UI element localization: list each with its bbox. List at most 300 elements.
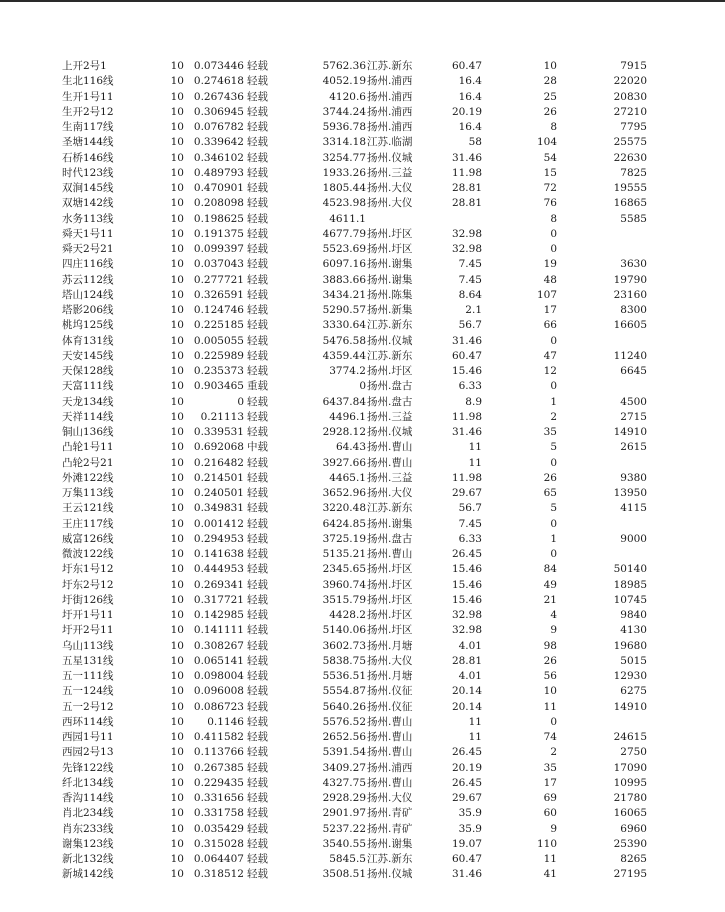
load-rate-cell: 0 <box>237 395 244 408</box>
capacity-cell: 6097.16 <box>322 258 366 271</box>
region-cell: 江苏.新东 <box>367 319 413 332</box>
distance-cell: 2.1 <box>465 304 482 316</box>
load-rate-cell: 0.124746 <box>193 304 244 316</box>
load-rate-cell: 0.326591 <box>193 288 244 301</box>
amount-cell: 3630 <box>620 258 647 271</box>
count-cell: 19 <box>543 258 557 271</box>
load-status-cell: 轻载 <box>247 410 268 423</box>
distance-cell: 29.67 <box>451 487 482 499</box>
line-name-cell: 王庄117线 <box>62 517 114 530</box>
amount-cell: 27210 <box>613 105 647 118</box>
amount-cell: 10745 <box>613 593 647 606</box>
voltage-cell: 10 <box>170 365 184 377</box>
amount-cell: 17090 <box>613 761 647 774</box>
capacity-cell: 6437.84 <box>322 395 366 408</box>
region-cell: 扬州.三益 <box>367 471 413 484</box>
voltage-cell: 10 <box>170 75 184 88</box>
line-name-cell: 威富126线 <box>62 532 114 545</box>
region-cell: 扬州.曹山 <box>367 746 413 759</box>
voltage-cell: 10 <box>170 822 184 835</box>
count-cell: 35 <box>543 426 557 438</box>
load-rate-cell: 0.444953 <box>193 563 244 576</box>
region-cell: 扬州.新集 <box>367 304 413 316</box>
region-cell: 扬州.圩区 <box>367 227 413 240</box>
capacity-cell: 3602.73 <box>322 639 366 652</box>
count-cell: 66 <box>543 319 557 332</box>
region-cell: 扬州.大仪 <box>367 197 413 210</box>
load-rate-cell: 0.198625 <box>193 212 244 225</box>
load-status-cell: 轻载 <box>247 685 268 698</box>
capacity-cell: 5391.54 <box>322 746 366 759</box>
load-status-cell: 轻载 <box>247 731 268 743</box>
load-status-cell: 轻载 <box>247 121 268 133</box>
line-name-cell: 生北116线 <box>62 75 114 88</box>
amount-cell: 19680 <box>613 639 647 652</box>
load-rate-cell: 0.331758 <box>193 807 244 820</box>
load-rate-cell: 0.349831 <box>193 502 244 515</box>
distance-cell: 26.45 <box>451 776 482 789</box>
voltage-cell: 10 <box>170 410 184 423</box>
region-cell: 扬州.谢集 <box>367 837 413 850</box>
load-rate-cell: 0.331656 <box>193 792 244 804</box>
amount-cell: 20830 <box>613 90 647 103</box>
region-cell: 扬州.浦西 <box>367 121 413 133</box>
count-cell: 74 <box>543 731 557 743</box>
voltage-cell: 10 <box>170 166 184 179</box>
voltage-cell: 10 <box>170 731 184 743</box>
count-cell: 2 <box>550 410 557 423</box>
load-rate-cell: 0.240501 <box>193 487 244 499</box>
capacity-cell: 3409.27 <box>322 761 366 774</box>
load-status-cell: 轻载 <box>247 319 268 332</box>
distance-cell: 16.4 <box>458 90 482 103</box>
capacity-cell: 3774.2 <box>329 365 366 377</box>
voltage-cell: 10 <box>170 853 184 865</box>
amount-cell: 4130 <box>620 624 647 637</box>
line-name-cell: 生开1号11 <box>62 90 114 103</box>
voltage-cell: 10 <box>170 471 184 484</box>
region-cell: 扬州.三益 <box>367 410 413 423</box>
voltage-cell: 10 <box>170 456 184 469</box>
capacity-cell: 5523.69 <box>322 243 366 255</box>
amount-cell: 9000 <box>620 532 647 545</box>
voltage-cell: 10 <box>170 273 184 286</box>
distance-cell: 26.45 <box>451 548 482 560</box>
capacity-cell: 5554.87 <box>322 685 366 698</box>
load-status-cell: 轻载 <box>247 624 268 637</box>
amount-cell: 8265 <box>620 853 647 865</box>
load-status-cell: 轻载 <box>247 304 268 316</box>
count-cell: 56 <box>543 670 557 682</box>
load-rate-cell: 0.229435 <box>193 776 244 789</box>
load-rate-cell: 0.346102 <box>193 151 244 164</box>
voltage-cell: 10 <box>170 685 184 698</box>
region-cell: 扬州.曹山 <box>367 441 413 454</box>
load-rate-cell: 0.098004 <box>193 670 244 682</box>
amount-cell: 21780 <box>613 792 647 804</box>
line-name-cell: 上开2号1 <box>62 60 107 72</box>
capacity-cell: 0 <box>359 380 366 393</box>
count-cell: 84 <box>543 563 557 576</box>
load-rate-cell: 0.267436 <box>193 90 244 103</box>
line-name-cell: 外滩122线 <box>62 471 114 484</box>
count-cell: 11 <box>543 853 557 865</box>
load-rate-cell: 0.065141 <box>193 654 244 667</box>
amount-cell: 19790 <box>613 273 647 286</box>
distance-cell: 20.14 <box>451 700 482 713</box>
capacity-cell: 1933.26 <box>322 166 366 179</box>
load-rate-cell: 0.216482 <box>193 456 244 469</box>
distance-cell: 35.9 <box>458 807 482 820</box>
amount-cell: 11240 <box>613 349 647 362</box>
voltage-cell: 10 <box>170 670 184 682</box>
line-name-cell: 谢集123线 <box>62 837 114 850</box>
region-cell: 扬州.仪城 <box>367 334 413 347</box>
load-rate-cell: 0.001412 <box>193 517 244 530</box>
load-rate-cell: 0.294953 <box>193 532 244 545</box>
voltage-cell: 10 <box>170 258 184 271</box>
amount-cell: 7825 <box>620 166 647 179</box>
amount-cell: 8300 <box>620 304 647 316</box>
region-cell: 扬州.大仪 <box>367 487 413 499</box>
load-rate-cell: 0.277721 <box>193 273 244 286</box>
load-rate-cell: 0.141638 <box>193 548 244 560</box>
voltage-cell: 10 <box>170 182 184 194</box>
voltage-cell: 10 <box>170 349 184 362</box>
distance-cell: 31.46 <box>451 426 482 438</box>
line-name-cell: 双涧145线 <box>62 182 114 194</box>
line-name-cell: 肖东233线 <box>62 822 114 835</box>
load-rate-cell: 0.269341 <box>193 578 244 591</box>
voltage-cell: 10 <box>170 807 184 820</box>
region-cell: 扬州.仪征 <box>367 685 413 698</box>
capacity-cell: 4120.6 <box>329 90 366 103</box>
line-name-cell: 五一2号12 <box>62 700 114 713</box>
load-rate-cell: 0.037043 <box>193 258 244 271</box>
line-name-cell: 五一111线 <box>62 670 114 682</box>
amount-cell: 13950 <box>613 487 647 499</box>
amount-cell: 6275 <box>620 685 647 698</box>
distance-cell: 15.46 <box>451 563 482 576</box>
load-status-cell: 轻载 <box>247 197 268 210</box>
line-name-cell: 圣塘144线 <box>62 136 114 149</box>
count-cell: 104 <box>536 136 557 149</box>
region-cell: 扬州.盘古 <box>367 395 413 408</box>
region-cell: 扬州.曹山 <box>367 731 413 743</box>
count-cell: 10 <box>543 60 557 72</box>
distance-cell: 35.9 <box>458 822 482 835</box>
amount-cell: 27195 <box>613 868 647 881</box>
capacity-cell: 3515.79 <box>322 593 366 606</box>
count-cell: 25 <box>543 90 557 103</box>
amount-cell: 5585 <box>620 212 647 225</box>
distance-cell: 6.33 <box>458 380 482 393</box>
load-rate-cell: 0.339642 <box>193 136 244 149</box>
region-cell: 扬州.仪城 <box>367 868 413 881</box>
capacity-cell: 2901.97 <box>322 807 366 820</box>
voltage-cell: 10 <box>170 151 184 164</box>
distance-cell: 16.4 <box>458 75 482 88</box>
amount-cell: 9380 <box>620 471 647 484</box>
amount-cell: 22020 <box>613 75 647 88</box>
load-status-cell: 轻载 <box>247 654 268 667</box>
capacity-cell: 3330.64 <box>322 319 366 332</box>
count-cell: 0 <box>550 334 557 347</box>
capacity-cell: 3744.24 <box>322 105 366 118</box>
load-rate-cell: 0.267385 <box>193 761 244 774</box>
line-name-cell: 香沟114线 <box>62 792 114 804</box>
amount-cell: 16865 <box>613 197 647 210</box>
count-cell: 26 <box>543 471 557 484</box>
amount-cell: 10995 <box>613 776 647 789</box>
region-cell: 扬州.仪城 <box>367 426 413 438</box>
line-name-cell: 天祥114线 <box>62 410 114 423</box>
voltage-cell: 10 <box>170 90 184 103</box>
load-status-cell: 轻载 <box>247 456 268 469</box>
load-status-cell: 轻载 <box>247 243 268 255</box>
voltage-cell: 10 <box>170 60 184 72</box>
amount-cell: 14910 <box>613 700 647 713</box>
capacity-cell: 3314.18 <box>322 136 366 149</box>
line-name-cell: 五星131线 <box>62 654 114 667</box>
capacity-cell: 5476.58 <box>322 334 366 347</box>
voltage-cell: 10 <box>170 654 184 667</box>
amount-cell: 23160 <box>613 288 647 301</box>
voltage-cell: 10 <box>170 624 184 637</box>
count-cell: 21 <box>543 593 557 606</box>
load-status-cell: 轻载 <box>247 792 268 804</box>
line-name-cell: 圩东1号12 <box>62 563 114 576</box>
count-cell: 12 <box>543 365 557 377</box>
load-status-cell: 轻载 <box>247 166 268 179</box>
count-cell: 9 <box>550 624 557 637</box>
distance-cell: 11 <box>468 715 482 728</box>
distance-cell: 11 <box>468 731 482 743</box>
count-cell: 4 <box>550 609 557 621</box>
amount-cell: 2715 <box>620 410 647 423</box>
capacity-cell: 5936.78 <box>322 121 366 133</box>
amount-cell: 25390 <box>613 837 647 850</box>
capacity-cell: 3220.48 <box>322 502 366 515</box>
line-name-cell: 天龙134线 <box>62 395 114 408</box>
load-rate-cell: 0.470901 <box>193 182 244 194</box>
voltage-cell: 10 <box>170 197 184 210</box>
load-status-cell: 轻载 <box>247 822 268 835</box>
load-status-cell: 重载 <box>247 380 268 393</box>
amount-cell: 7915 <box>620 60 647 72</box>
line-name-cell: 万集113线 <box>62 487 114 499</box>
load-status-cell: 轻载 <box>247 715 268 728</box>
line-name-cell: 四庄116线 <box>62 258 114 271</box>
load-status-cell: 轻载 <box>247 426 268 438</box>
count-cell: 0 <box>550 517 557 530</box>
load-rate-cell: 0.318512 <box>193 868 244 881</box>
load-status-cell: 轻载 <box>247 212 268 225</box>
line-name-cell: 肖北234线 <box>62 807 114 820</box>
capacity-cell: 3652.96 <box>322 487 366 499</box>
line-name-cell: 乌山113线 <box>62 639 114 652</box>
amount-cell: 19555 <box>613 182 647 194</box>
region-cell: 扬州.青矿 <box>367 807 413 820</box>
load-rate-cell: 0.903465 <box>193 380 244 393</box>
capacity-cell: 1805.44 <box>322 182 366 194</box>
line-name-cell: 圩开2号11 <box>62 624 114 637</box>
load-rate-cell: 0.692068 <box>193 441 244 454</box>
load-status-cell: 轻载 <box>247 670 268 682</box>
amount-cell: 2750 <box>620 746 647 759</box>
count-cell: 107 <box>536 288 557 301</box>
distance-cell: 15.46 <box>451 365 482 377</box>
line-name-cell: 体育131线 <box>62 334 114 347</box>
load-rate-cell: 0.411582 <box>193 731 244 743</box>
line-name-cell: 西环114线 <box>62 715 114 728</box>
capacity-cell: 2928.29 <box>322 792 366 804</box>
count-cell: 60 <box>543 807 557 820</box>
load-status-cell: 轻载 <box>247 227 268 240</box>
distance-cell: 58 <box>468 136 482 149</box>
count-cell: 17 <box>543 304 557 316</box>
line-name-cell: 时代123线 <box>62 166 114 179</box>
distance-cell: 7.45 <box>458 273 482 286</box>
capacity-cell: 4677.79 <box>322 227 366 240</box>
line-name-cell: 水务113线 <box>62 212 114 225</box>
line-name-cell: 舜天1号11 <box>62 227 114 240</box>
load-status-cell: 轻载 <box>247 563 268 576</box>
region-cell: 扬州.陈集 <box>367 288 413 301</box>
region-cell: 江苏.新东 <box>367 349 413 362</box>
line-name-cell: 天保128线 <box>62 365 114 377</box>
voltage-cell: 10 <box>170 837 184 850</box>
capacity-cell: 3883.66 <box>322 273 366 286</box>
voltage-cell: 10 <box>170 517 184 530</box>
line-name-cell: 五一124线 <box>62 685 114 698</box>
region-cell: 扬州.曹山 <box>367 776 413 789</box>
count-cell: 10 <box>543 685 557 698</box>
region-cell: 扬州.月塘 <box>367 670 413 682</box>
region-cell: 扬州.浦西 <box>367 105 413 118</box>
region-cell: 扬州.圩区 <box>367 563 413 576</box>
capacity-cell: 4523.98 <box>322 197 366 210</box>
distance-cell: 60.47 <box>451 853 482 865</box>
load-rate-cell: 0.308267 <box>193 639 244 652</box>
distance-cell: 31.46 <box>451 151 482 164</box>
line-name-cell: 新城142线 <box>62 868 114 881</box>
load-rate-cell: 0.317721 <box>193 593 244 606</box>
load-rate-cell: 0.208098 <box>193 197 244 210</box>
region-cell: 扬州.浦西 <box>367 761 413 774</box>
voltage-cell: 10 <box>170 243 184 255</box>
distance-cell: 26.45 <box>451 746 482 759</box>
voltage-cell: 10 <box>170 776 184 789</box>
capacity-cell: 3960.74 <box>322 578 366 591</box>
amount-cell: 5015 <box>620 654 647 667</box>
count-cell: 8 <box>550 121 557 133</box>
capacity-cell: 4611.1 <box>329 212 366 225</box>
capacity-cell: 5838.75 <box>322 654 366 667</box>
voltage-cell: 10 <box>170 700 184 713</box>
load-status-cell: 轻载 <box>247 639 268 652</box>
load-rate-cell: 0.489793 <box>193 166 244 179</box>
capacity-cell: 3540.55 <box>322 837 366 850</box>
distance-cell: 11 <box>468 456 482 469</box>
distance-cell: 11.98 <box>451 410 482 423</box>
region-cell: 扬州.月塘 <box>367 639 413 652</box>
distance-cell: 28.81 <box>451 197 482 210</box>
voltage-cell: 10 <box>170 441 184 454</box>
line-name-cell: 新北132线 <box>62 853 114 865</box>
capacity-cell: 2345.65 <box>322 563 366 576</box>
amount-cell: 18985 <box>613 578 647 591</box>
load-status-cell: 轻载 <box>247 75 268 88</box>
distance-cell: 60.47 <box>451 349 482 362</box>
amount-cell: 14910 <box>613 426 647 438</box>
count-cell: 15 <box>543 166 557 179</box>
load-status-cell: 轻载 <box>247 182 268 194</box>
voltage-cell: 10 <box>170 502 184 515</box>
distance-cell: 4.01 <box>458 639 482 652</box>
capacity-cell: 3508.51 <box>322 868 366 881</box>
distance-cell: 60.47 <box>451 60 482 72</box>
voltage-cell: 10 <box>170 761 184 774</box>
region-cell: 江苏.临湖 <box>367 136 413 149</box>
voltage-cell: 10 <box>170 395 184 408</box>
region-cell: 扬州.曹山 <box>367 715 413 728</box>
region-cell: 扬州.曹山 <box>367 548 413 560</box>
line-name-cell: 纤北134线 <box>62 776 114 789</box>
line-name-cell: 凸轮1号11 <box>62 441 114 454</box>
region-cell: 扬州.圩区 <box>367 609 413 621</box>
region-cell: 扬州.大仪 <box>367 654 413 667</box>
load-status-cell: 轻载 <box>247 471 268 484</box>
load-rate-cell: 0.21113 <box>200 410 244 423</box>
distance-cell: 7.45 <box>458 258 482 271</box>
region-cell: 扬州.谢集 <box>367 273 413 286</box>
count-cell: 1 <box>550 532 557 545</box>
distance-cell: 8.64 <box>458 288 482 301</box>
load-status-cell: 轻载 <box>247 532 268 545</box>
capacity-cell: 4496.1 <box>329 410 366 423</box>
count-cell: 0 <box>550 715 557 728</box>
capacity-cell: 5576.52 <box>322 715 366 728</box>
load-status-cell: 轻载 <box>247 60 268 72</box>
capacity-cell: 5536.51 <box>322 670 366 682</box>
load-rate-cell: 0.315028 <box>193 837 244 850</box>
line-name-cell: 先锋122线 <box>62 761 114 774</box>
load-status-cell: 轻载 <box>247 868 268 881</box>
voltage-cell: 10 <box>170 304 184 316</box>
voltage-cell: 10 <box>170 715 184 728</box>
amount-cell: 25575 <box>613 136 647 149</box>
load-status-cell: 轻载 <box>247 105 268 118</box>
load-rate-cell: 0.096008 <box>193 685 244 698</box>
count-cell: 35 <box>543 761 557 774</box>
load-rate-cell: 0.274618 <box>193 75 244 88</box>
capacity-cell: 2652.56 <box>322 731 366 743</box>
line-name-cell: 生开2号12 <box>62 105 114 118</box>
distance-cell: 4.01 <box>458 670 482 682</box>
count-cell: 72 <box>543 182 557 194</box>
load-status-cell: 轻载 <box>247 395 268 408</box>
load-status-cell: 轻载 <box>247 502 268 515</box>
capacity-cell: 4327.75 <box>322 776 366 789</box>
count-cell: 49 <box>543 578 557 591</box>
distance-cell: 56.7 <box>458 502 482 515</box>
voltage-cell: 10 <box>170 563 184 576</box>
voltage-cell: 10 <box>170 639 184 652</box>
load-status-cell: 轻载 <box>247 90 268 103</box>
distance-cell: 11.98 <box>451 471 482 484</box>
distance-cell: 28.81 <box>451 654 482 667</box>
